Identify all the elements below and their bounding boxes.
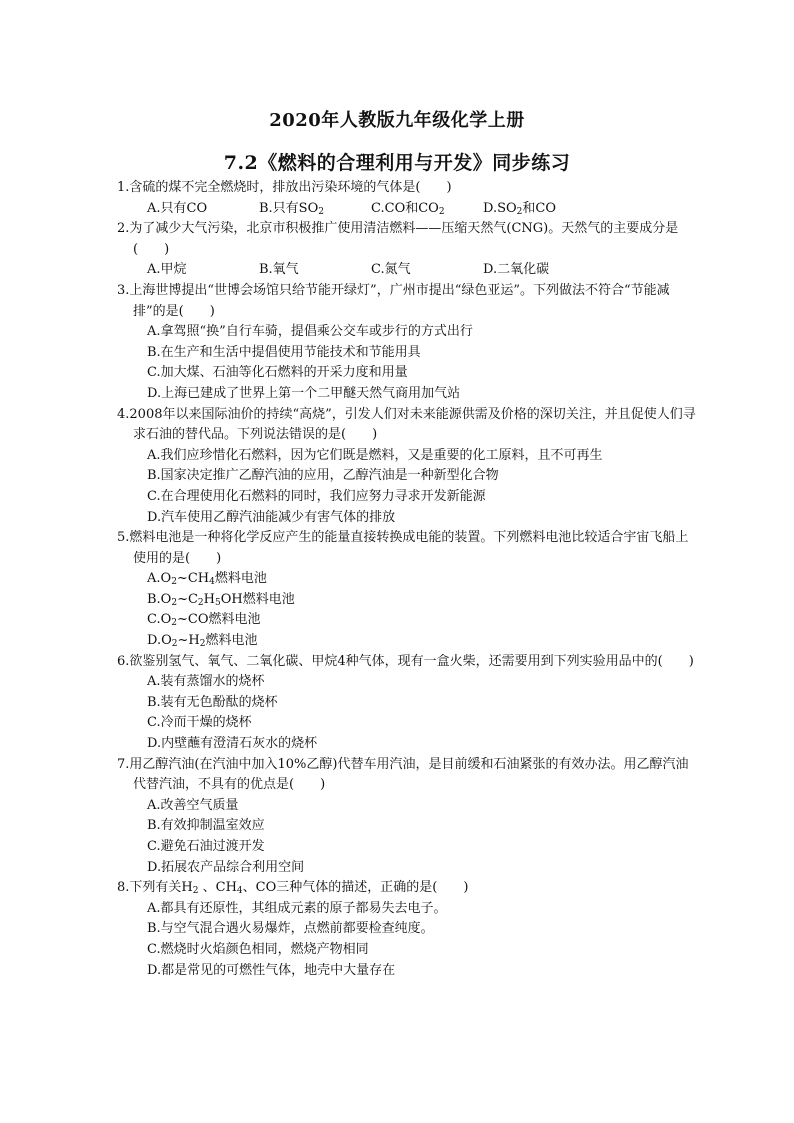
answer-option: A.只有CO [147,200,208,216]
answer-option: B.只有$SO_2$ [259,200,324,217]
answer-option: A.装有蒸馏水的烧杯 [147,674,265,690]
subscript: 2 [516,206,523,217]
question-number: 3. [117,282,130,298]
answer-option: B.有效抑制温室效应 [147,818,265,834]
answer-option: C.氮气 [371,262,411,278]
subscript: 5 [215,597,221,608]
answer-option: $D.O_2\sim H_2$燃料电池 [147,633,258,650]
answer-option: $C.O_2\sim CO$燃料电池 [147,612,261,629]
question-number: 5. [117,530,130,546]
answer-option: $B.O_2\sim C_2H_5OH$燃料电池 [147,591,295,608]
question-stem: 3.上海世博提出“世博会场馆只给节能开绿灯”，广州市提出“绿色亚运”。下列做法不符合“节能减排”的是( ) [117,282,670,319]
question-number: 6. [117,653,130,669]
option-row [117,260,697,281]
answer-option: D.汽车使用乙醇汽油能减少有害气体的排放 [147,509,396,525]
question-number: 2. [117,221,130,237]
answer-option: D.内壁蘸有澄清石灰水的烧杯 [147,736,318,752]
answer-option: A.都具有还原性，其组成元素的原子都易失去电子。 [147,900,447,916]
question-stem: 4.2008年以来国际油价的持续“高烧”，引发人们对未来能源供需及价格的深切关注，并且促使人们寻求石油的替代品。下列说法错误的是( ) [117,406,696,443]
subscript: 2 [438,206,445,217]
page-title: 2020年人教版九年级化学上册 [269,110,525,131]
subscript: 2 [199,639,206,650]
answer-option: C.燃烧时火焰颜色相同，燃烧产物相同 [147,941,369,957]
question-item [117,178,697,219]
question-number: 7. [117,756,130,772]
answer-option: C.避免石油过渡开发 [147,839,265,854]
question-item [117,528,697,652]
answer-option: C.CO和$CO_2$ [371,200,445,217]
answer-option: A.改善空气质量 [147,797,239,813]
question-item [117,219,697,281]
question-stem: 1.含硫的煤不完全燃烧时，排放出污染环境的气体是( ) [117,180,452,195]
question-number: 1. [117,180,130,195]
answer-option: A.我们应珍惜化石燃料，因为它们既是燃料，又是重要的化工原料，且不可再生 [147,447,603,463]
subscript: 4 [209,577,215,588]
answer-option: C.冷而干燥的烧杯 [147,715,252,731]
subscript: 2 [197,597,204,608]
question-item [117,281,697,405]
question-stem: 6.欲鉴别氢气、氧气、二氧化碳、甲烷4种气体，现有一盒火柴，还需要用到下列实验用品中的( ) [117,653,694,669]
answer-option: B.装有无色酚酞的烧杯 [147,694,278,710]
question-item [117,878,697,981]
answer-option: D.都是常见的可燃性气体，地壳中大量存在 [147,962,396,978]
answer-option: B.氧气 [259,262,299,278]
subscript: 2 [318,206,324,217]
subscript: 2 [192,886,199,897]
answer-option: B.国家决定推广乙醇汽油的应用，乙醇汽油是一种新型化合物 [147,468,499,484]
answer-option: B.在生产和生活中提倡使用节能技术和节能用具 [147,344,421,360]
answer-option: B.与空气混合遇火易爆炸，点燃前都要检查纯度。 [147,921,434,937]
subscript: 2 [171,618,178,629]
subscript: 2 [171,577,177,588]
question-stem: 7.用乙醇汽油(在汽油中加入10%乙醇)代替车用汽油，是目前缓和石油紧张的有效办法。用乙醇汽油代替汽油，不具有的优点是( ) [117,756,689,793]
answer-option: C.在合理使用化石燃料的同时，我们应努力寻求开发新能源 [147,488,486,504]
question-item [117,755,697,879]
question-stem: 5.燃料电池是一种将化学反应产生的能量直接转换成电能的装置。下列燃料电池比较适合宇宙飞船上使用的是( ) [117,530,689,566]
subscript: 2 [171,597,178,608]
answer-option: D.二氧化碳 [483,262,550,278]
question-item [117,652,697,755]
question-number: 8. [117,880,130,896]
answer-option: $D.SO_2$和CO [483,200,556,217]
answer-option: D.上海已建成了世界上第一个二甲醚天然气商用加气站 [147,385,461,401]
question-number: 4. [117,406,130,422]
answer-option: C.加大煤、石油等化石燃料的开采力度和用量 [147,365,408,381]
answer-option: D.拓展农产品综合利用空间 [147,859,305,875]
answer-option: A.拿驾照“换”自行车骑，提倡乘公交车或步行的方式出行 [147,324,473,340]
question-stem: 8.下列有关$H_2$ 、$CH_4$、CO三种气体的描述，正确的是( ) [117,880,469,897]
question-stem: 2.为了减少大气污染，北京市积极推广使用清洁燃料——压缩天然气(CNG)。天然气的主要成分是( ) [117,221,679,257]
answer-option: $A.O_2\sim CH_4$燃料电池 [147,571,267,588]
answer-option: A.甲烷 [147,262,187,278]
page-subtitle: 7.2《燃料的合理利用与开发》同步练习 [223,152,571,174]
subscript: 2 [171,639,178,650]
question-list [117,178,697,981]
subscript: 4 [236,886,243,897]
question-item [117,405,697,529]
option-row [117,199,697,220]
